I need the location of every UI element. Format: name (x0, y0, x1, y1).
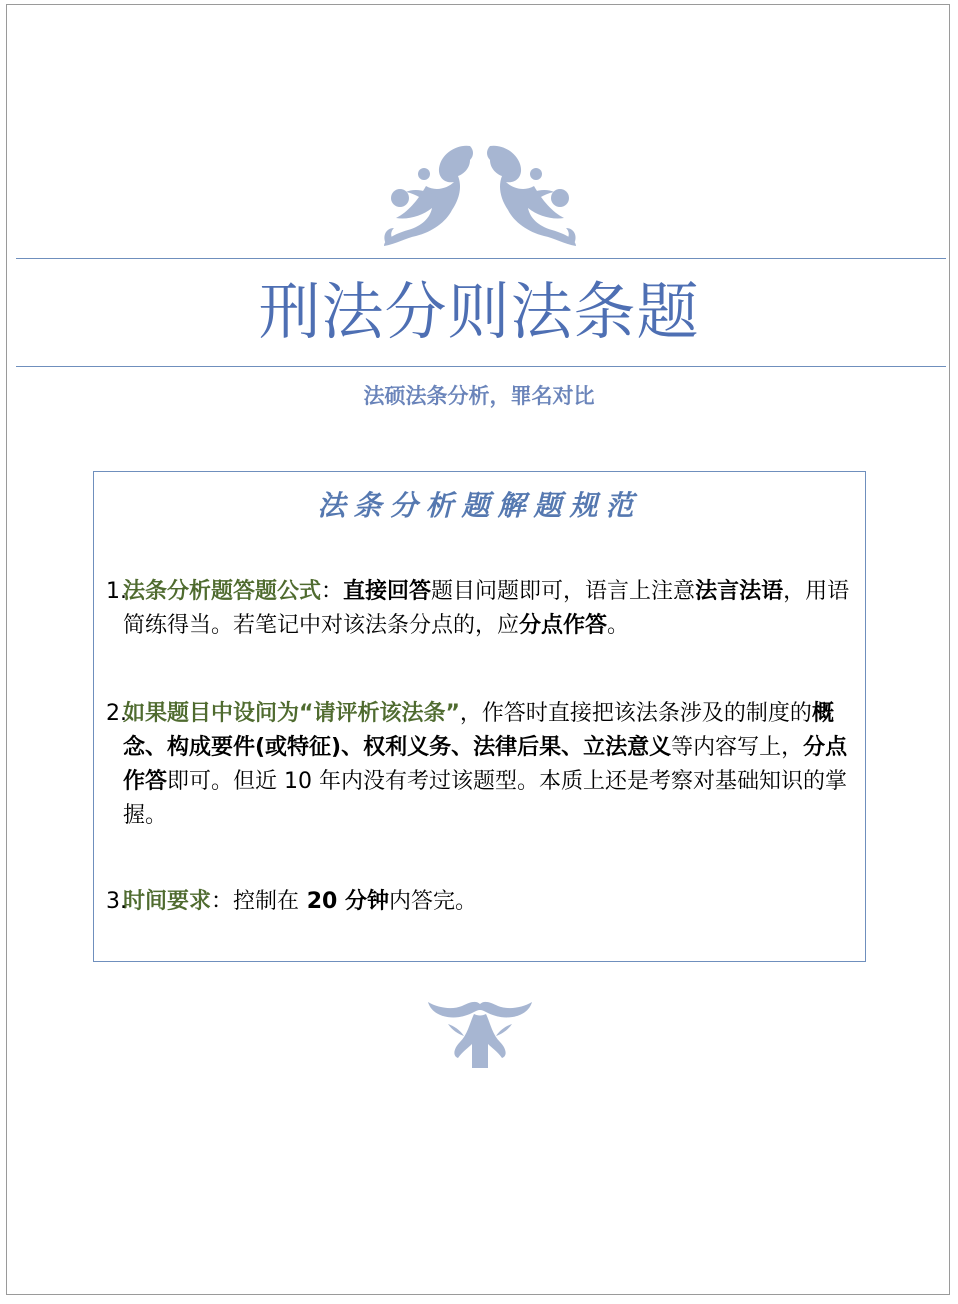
rule-item-2 (106, 697, 855, 833)
rules-box (93, 471, 866, 962)
rule-label: 如果题目中设问为“请评析该法条” (123, 701, 460, 726)
rule-number: 1. (106, 579, 127, 604)
fleur-ornament-icon (424, 998, 536, 1074)
rule-text: 法条分析题答题公式：直接回答题目问题即可，语言上注意法言法语，用语简练得当。若笔记中对该法条分点的，应分点作答。 (123, 579, 850, 638)
rule-number: 2. (106, 701, 127, 726)
rule-text: 如果题目中设问为“请评析该法条”，作答时直接把该法条涉及的制度的概念、构成要件(或特征)、权利义务、法律后果、立法意义等内容写上，分点作答即可。但近 10 年内没有考过该题型。本质上还是考察对基础知识的掌握。 (123, 701, 848, 828)
rule-item-1 (106, 575, 855, 643)
rule-number: 3. (106, 889, 127, 914)
rule-label: 时间要求 (123, 889, 212, 914)
scroll-ornament-icon (378, 140, 582, 250)
page-subtitle: 法硕法条分析，罪名对比 (363, 384, 595, 408)
page-title: 刑法分则法条题 (258, 275, 700, 348)
title-rule-top (16, 258, 946, 259)
rule-label: 法条分析题答题公式 (123, 579, 322, 604)
title-rule-bottom (16, 366, 946, 367)
rule-text: 时间要求：控制在 20 分钟内答完。 (123, 889, 477, 914)
rule-item-3 (106, 885, 855, 919)
rules-box-title: 法条分析题解题规范 (317, 489, 642, 522)
